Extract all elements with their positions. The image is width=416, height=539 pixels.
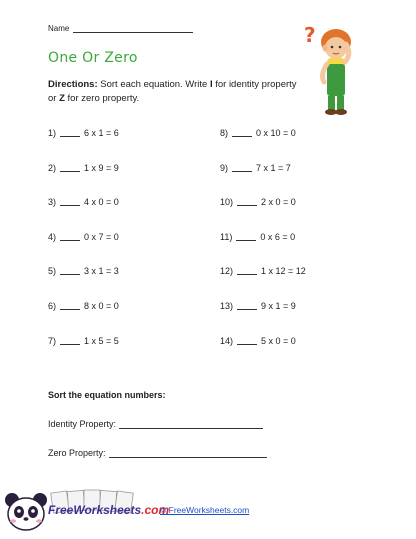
answer-blank[interactable] xyxy=(237,336,257,345)
equation: 7 x 1 = 7 xyxy=(256,162,291,173)
answer-blank[interactable] xyxy=(237,197,257,206)
problem-number: 10) xyxy=(220,197,234,208)
problem-number: 4) xyxy=(48,231,57,242)
name-label: Name xyxy=(48,24,70,33)
problem-number: 1) xyxy=(48,128,57,138)
directions-label: Directions: xyxy=(48,79,98,90)
worksheet-title: One Or Zero xyxy=(48,50,138,66)
problem-number: 6) xyxy=(48,301,57,311)
answer-blank[interactable] xyxy=(60,232,80,241)
directions-text-3: for zero property. xyxy=(64,92,140,104)
thinking-boy-illustration xyxy=(300,20,366,120)
identity-property-label: Identity Property: xyxy=(48,419,117,429)
answer-blank[interactable] xyxy=(60,163,80,172)
directions-text-1: Sort each equation. Write xyxy=(97,79,210,90)
zero-property-answer-line[interactable] xyxy=(109,449,267,458)
answer-blank[interactable] xyxy=(232,163,252,172)
directions xyxy=(48,78,298,105)
equation: 6 x 1 = 6 xyxy=(84,128,119,138)
answer-blank[interactable] xyxy=(60,301,80,310)
answer-blank[interactable] xyxy=(232,128,252,137)
identity-letter: I xyxy=(209,79,213,90)
problem-row xyxy=(220,336,296,346)
problem-number: 2) xyxy=(48,162,57,173)
equation: 1 x 9 = 9 xyxy=(84,162,119,173)
identity-property-answer-line[interactable] xyxy=(119,420,263,429)
problem-row xyxy=(48,163,119,173)
problem-number: 5) xyxy=(48,266,57,277)
equation: 4 x 0 = 0 xyxy=(84,197,119,208)
equation: 8 x 0 = 0 xyxy=(84,301,119,311)
answer-blank[interactable] xyxy=(237,266,257,275)
problem-row xyxy=(48,266,119,276)
answer-blank[interactable] xyxy=(237,301,257,310)
equation: 9 x 1 = 9 xyxy=(261,301,296,311)
answer-blank[interactable] xyxy=(60,197,80,206)
answer-blank[interactable] xyxy=(236,232,256,241)
equation: 0 x 7 = 0 xyxy=(84,231,119,242)
sort-section-title: Sort the equation numbers: xyxy=(48,390,166,400)
problem-row xyxy=(48,232,119,242)
problem-row xyxy=(220,163,291,173)
problem-number: 12) xyxy=(220,266,234,277)
answer-blank[interactable] xyxy=(60,336,80,345)
zero-letter: Z xyxy=(59,92,65,104)
freeworksheets-link[interactable]: © FreeWorksheets.com xyxy=(160,505,250,515)
problem-row xyxy=(48,336,119,346)
equation: 0 x 6 = 0 xyxy=(260,231,296,242)
problem-row xyxy=(48,128,119,138)
problem-number: 11) xyxy=(220,231,233,242)
equation: 1 x 5 = 5 xyxy=(84,335,119,346)
directions-text-2: for identity property or xyxy=(48,79,297,104)
logo-suffix-text: .com xyxy=(141,503,170,517)
problem-number: 7) xyxy=(48,335,57,346)
problem-row xyxy=(220,197,296,207)
logo-main-text: FreeWorksheets xyxy=(48,503,142,517)
answer-blank[interactable] xyxy=(60,266,80,275)
problem-number: 8) xyxy=(220,128,229,138)
problem-row xyxy=(220,266,306,276)
panda-mascot-icon xyxy=(2,490,50,536)
problem-row xyxy=(220,301,296,311)
zero-property-label: Zero Property: xyxy=(48,448,106,458)
problem-row xyxy=(220,232,295,242)
problem-row xyxy=(48,301,119,311)
answer-blank[interactable] xyxy=(60,128,80,137)
equation: 2 x 0 = 0 xyxy=(261,197,296,208)
equation: 5 x 0 = 0 xyxy=(261,335,296,346)
equation: 3 x 1 = 3 xyxy=(84,266,119,277)
name-input-line[interactable] xyxy=(73,24,193,33)
svg-text:?: ? xyxy=(304,23,316,47)
problem-number: 14) xyxy=(220,335,234,346)
equation: 1 x 12 = 12 xyxy=(261,266,306,277)
name-row xyxy=(48,24,193,33)
problem-row xyxy=(220,128,296,138)
problem-number: 3) xyxy=(48,197,57,208)
identity-property-row xyxy=(48,419,263,429)
problem-number: 9) xyxy=(220,162,229,173)
problem-row xyxy=(48,197,119,207)
problem-number: 13) xyxy=(220,301,234,311)
freeworksheets-logo xyxy=(48,503,169,517)
equation: 0 x 10 = 0 xyxy=(256,128,296,138)
zero-property-row xyxy=(48,448,267,458)
